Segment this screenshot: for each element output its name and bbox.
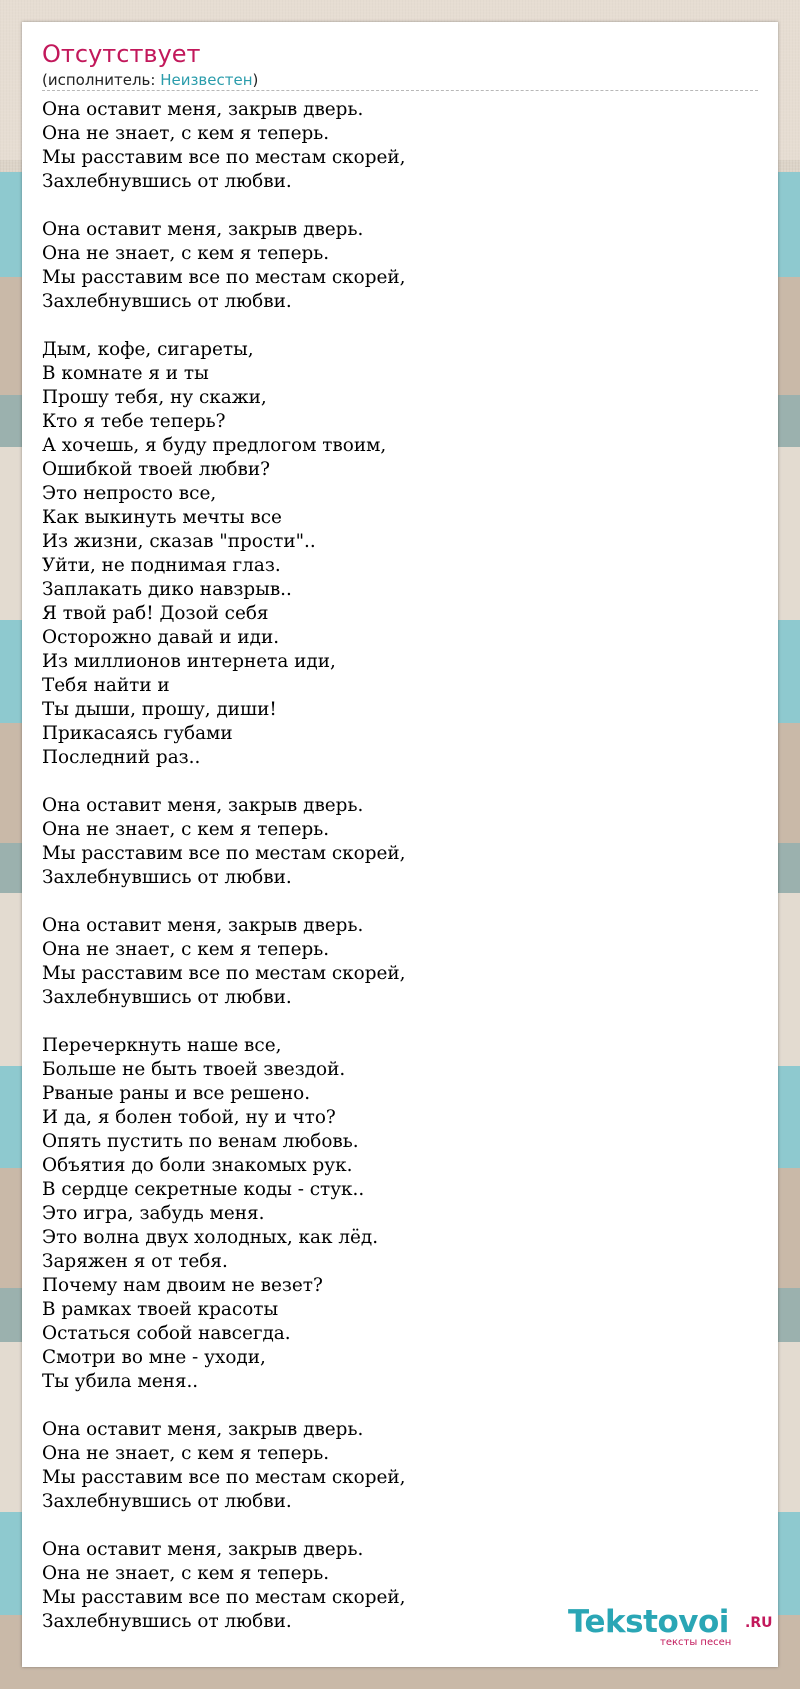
lyric-line: Она оставит меня, закрыв дверь. (42, 915, 364, 936)
lyric-line: Она не знает, с кем я теперь. (42, 1563, 330, 1584)
lyric-line: Захлебнувшись от любви. (42, 291, 292, 312)
lyric-line: Это игра, забудь меня. (42, 1203, 265, 1224)
stanza-gap (42, 1394, 758, 1418)
artist-prefix: (исполнитель: (42, 71, 161, 89)
lyric-line: Больше не быть твоей звездой. (42, 1059, 346, 1080)
lyric-line: А хочешь, я буду предлогом твоим, (42, 435, 387, 456)
lyric-line: Захлебнувшись от любви. (42, 867, 292, 888)
lyric-line: Из миллионов интернета иди, (42, 651, 336, 672)
stanza-gap (42, 314, 758, 338)
stanza-gap (42, 770, 758, 794)
lyric-line: Она не знает, с кем я теперь. (42, 1443, 330, 1464)
lyric-line: Кто я тебе теперь? (42, 411, 226, 432)
lyric-line: Заряжен я от тебя. (42, 1251, 228, 1272)
lyric-line: Осторожно давай и иди. (42, 627, 280, 648)
lyric-line: Мы расставим все по местам скорей, (42, 1467, 406, 1488)
lyric-line: В рамках твоей красоты (42, 1299, 279, 1320)
lyric-line: Дым, кофе, сигареты, (42, 339, 254, 360)
lyric-line: Она не знает, с кем я теперь. (42, 819, 330, 840)
logo-domain: .RU (745, 1615, 773, 1631)
lyric-line: Она оставит меня, закрыв дверь. (42, 99, 364, 120)
lyric-line: Перечеркнуть наше все, (42, 1035, 282, 1056)
lyric-line: Как выкинуть мечты все (42, 507, 282, 528)
stanza-7 (42, 1418, 758, 1514)
artist-link[interactable]: Неизвестен (160, 71, 253, 89)
stanza-5 (42, 914, 758, 1010)
lyric-line: Мы расставим все по местам скорей, (42, 963, 406, 984)
lyric-line: Объятия до боли знакомых рук. (42, 1155, 353, 1176)
lyric-line: Она оставит меня, закрыв дверь. (42, 1539, 364, 1560)
lyric-line: Прикасаясь губами (42, 723, 233, 744)
lyric-line: Захлебнувшись от любви. (42, 1491, 292, 1512)
lyric-line: Захлебнувшись от любви. (42, 987, 292, 1008)
title-divider (42, 90, 758, 91)
lyric-line: Я твой раб! Дозой себя (42, 603, 269, 624)
artist-line (42, 71, 258, 89)
lyric-line: Мы расставим все по местам скорей, (42, 147, 406, 168)
lyric-line: Прошу тебя, ну скажи, (42, 387, 267, 408)
site-logo[interactable] (568, 1603, 773, 1648)
logo-tagline: тексты песен (660, 1637, 732, 1648)
lyric-line: В комнате я и ты (42, 363, 209, 384)
lyric-line: Мы расставим все по местам скорей, (42, 267, 406, 288)
lyric-line: Захлебнувшись от любви. (42, 1611, 292, 1632)
lyric-line: Ты дыши, прошу, диши! (42, 699, 277, 720)
lyric-line: Тебя найти и (42, 675, 170, 696)
lyric-line: Смотри во мне - уходи, (42, 1347, 266, 1368)
lyric-line: Рваные раны и все решено. (42, 1083, 311, 1104)
lyric-line: Ошибкой твоей любви? (42, 459, 270, 480)
lyric-line: В сердце секретные коды - стук.. (42, 1179, 365, 1200)
lyric-line: Остаться собой навсегда. (42, 1323, 291, 1344)
lyric-line: Уйти, не поднимая глаз. (42, 555, 281, 576)
lyric-line: Это непросто все, (42, 483, 217, 504)
lyric-line: Она оставит меня, закрыв дверь. (42, 1419, 364, 1440)
lyrics-card (22, 22, 778, 1667)
lyric-line: И да, я болен тобой, ну и что? (42, 1107, 336, 1128)
lyric-line: Она не знает, с кем я теперь. (42, 939, 330, 960)
lyric-line: Она оставит меня, закрыв дверь. (42, 795, 364, 816)
lyric-line: Последний раз.. (42, 747, 201, 768)
stanza-4 (42, 794, 758, 890)
stanza-gap (42, 1514, 758, 1538)
lyric-line: Это волна двух холодных, как лёд. (42, 1227, 379, 1248)
stanza-6 (42, 1034, 758, 1394)
stanza-2 (42, 218, 758, 314)
lyric-line: Она оставит меня, закрыв дверь. (42, 219, 364, 240)
lyric-line: Опять пустить по венам любовь. (42, 1131, 359, 1152)
lyric-line: Захлебнувшись от любви. (42, 171, 292, 192)
lyric-line: Ты убила меня.. (42, 1371, 199, 1392)
artist-suffix: ) (252, 71, 259, 89)
lyric-line: Почему нам двоим не везет? (42, 1275, 323, 1296)
stanza-gap (42, 890, 758, 914)
lyric-line: Из жизни, сказав "прости".. (42, 531, 316, 552)
stanza-1 (42, 98, 758, 194)
stanza-3 (42, 338, 758, 770)
lyric-line: Заплакать дико навзрыв.. (42, 579, 292, 600)
stanza-gap (42, 1010, 758, 1034)
lyric-line: Мы расставим все по местам скорей, (42, 843, 406, 864)
lyric-line: Она не знает, с кем я теперь. (42, 123, 330, 144)
logo-wordmark: Tekstovoi (568, 1604, 729, 1640)
lyric-line: Она не знает, с кем я теперь. (42, 243, 330, 264)
song-title: Отсутствует (42, 40, 201, 68)
lyrics-text (42, 98, 758, 1634)
lyric-line: Мы расставим все по местам скорей, (42, 1587, 406, 1608)
stanza-gap (42, 194, 758, 218)
